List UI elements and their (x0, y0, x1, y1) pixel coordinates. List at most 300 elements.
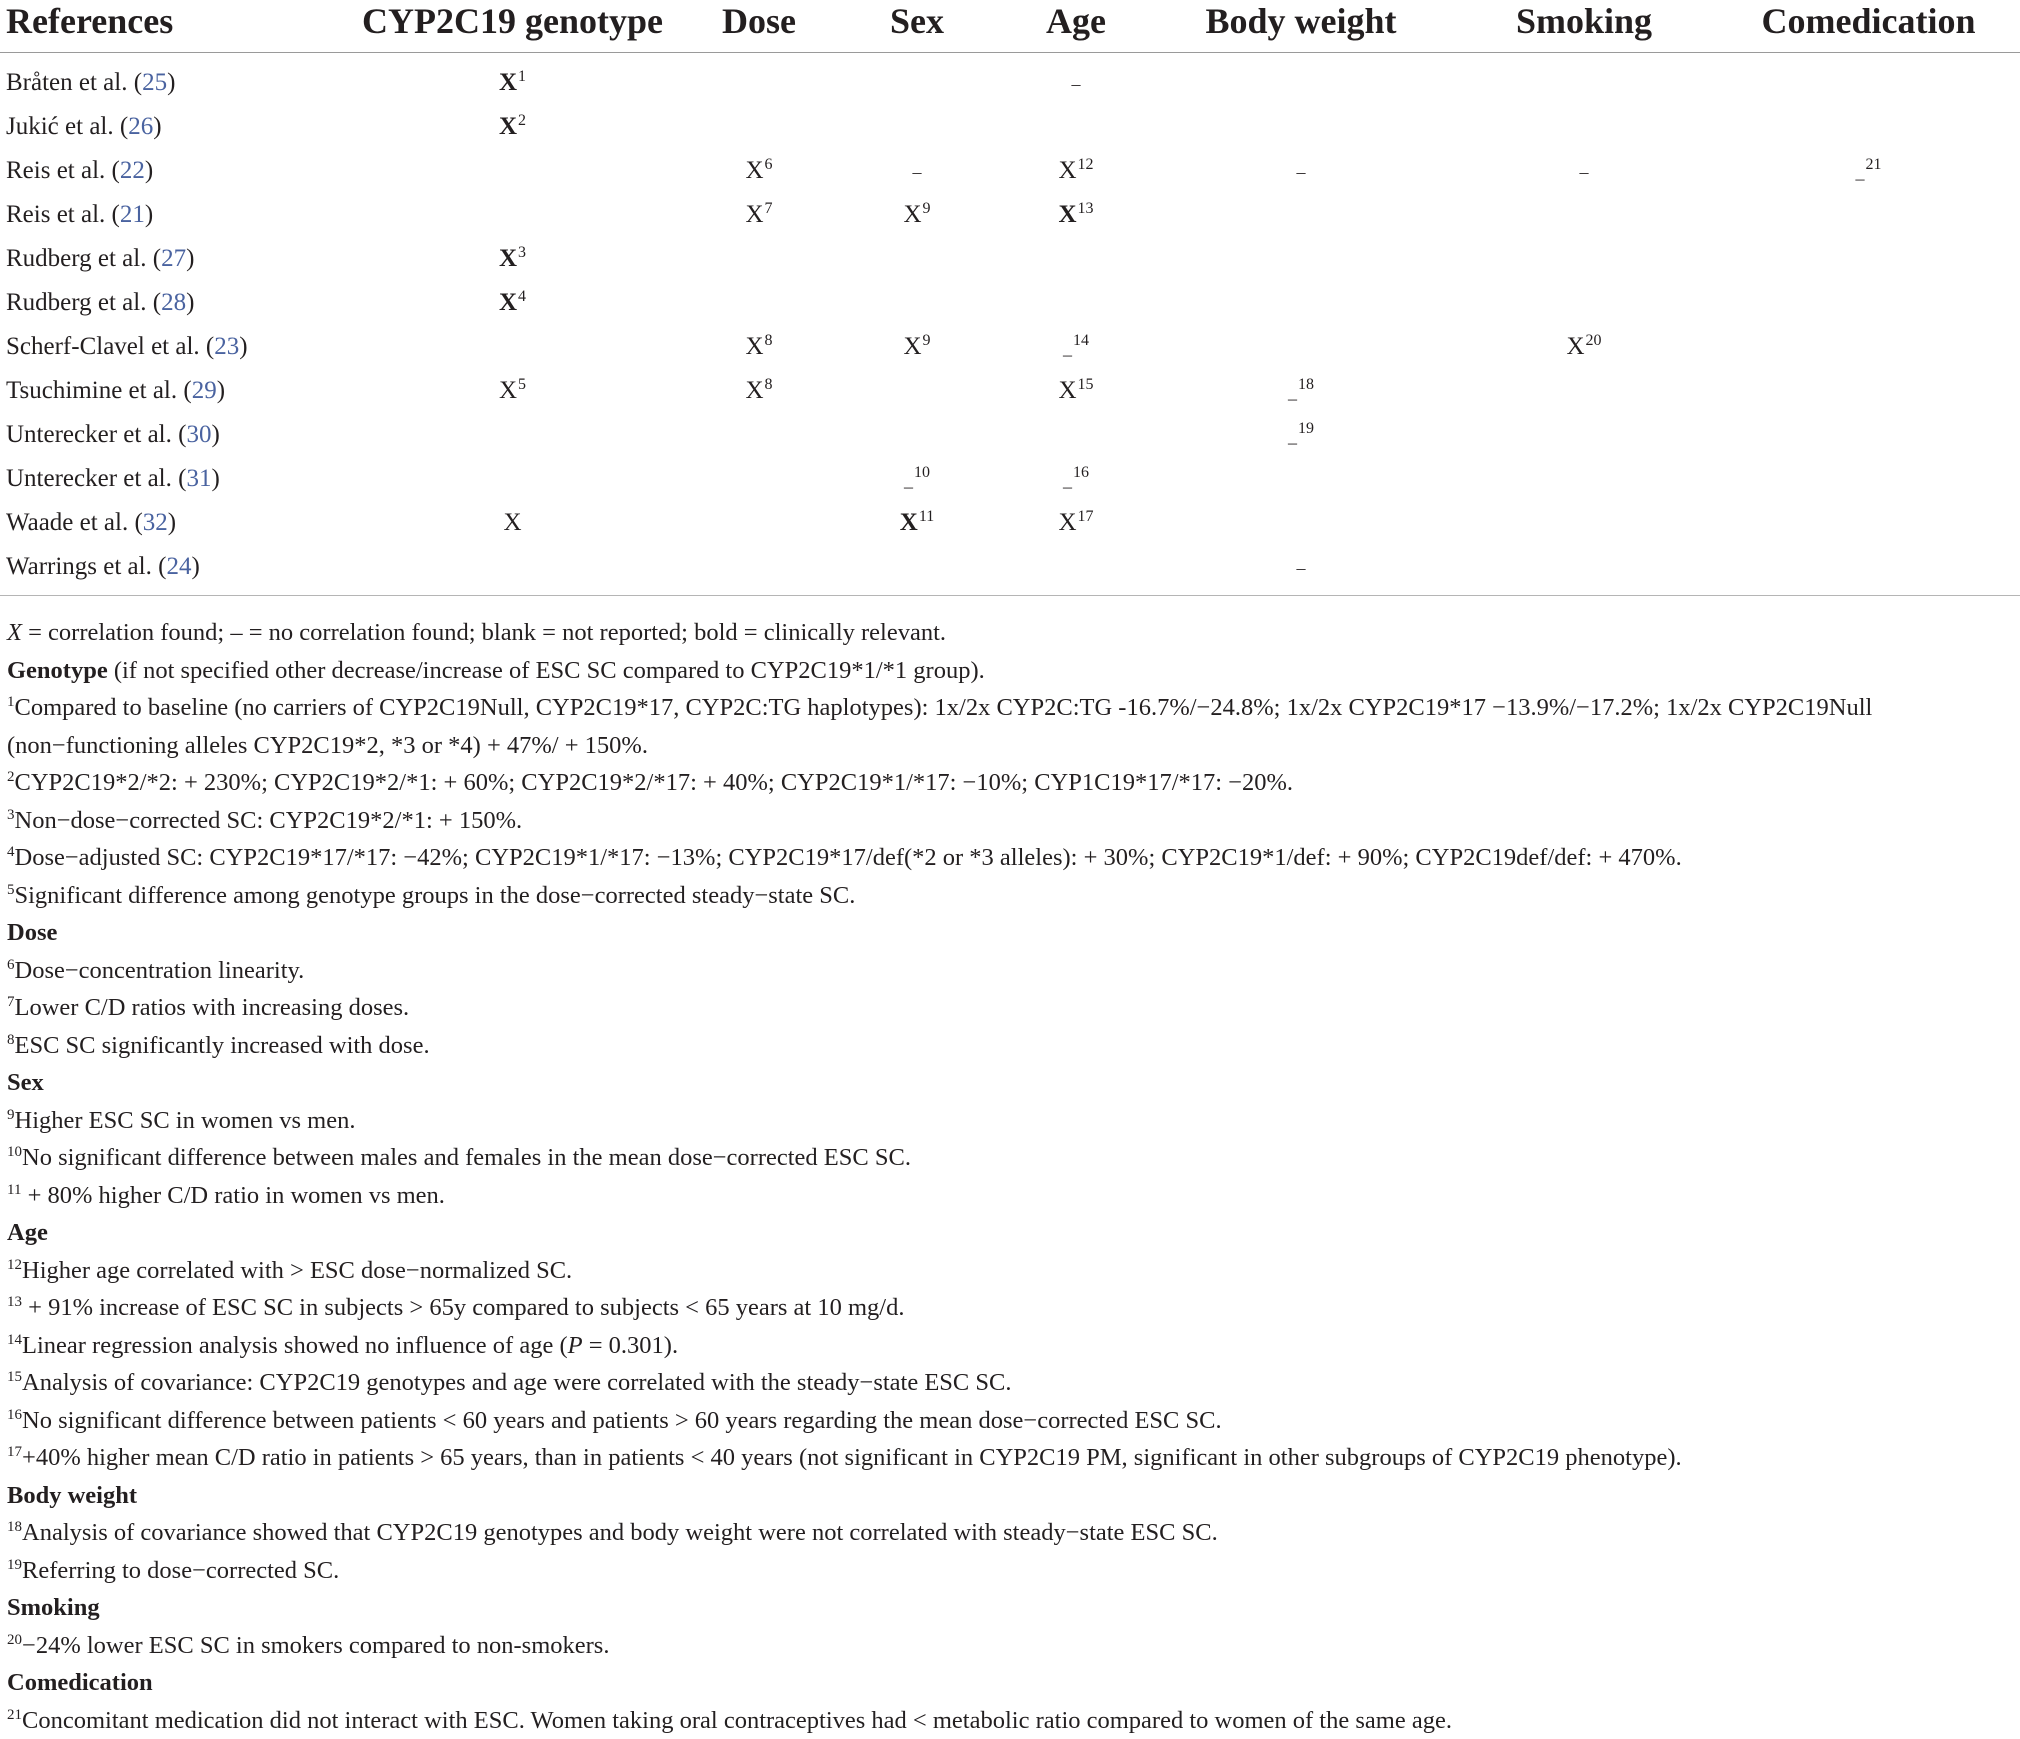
mark-symbol: – (1297, 558, 1306, 578)
footnote-number: 18 (7, 1519, 22, 1535)
table-cell (1001, 149, 1151, 193)
correlation-mark (903, 201, 930, 229)
footnote-text-end: = 0.301). (583, 1332, 678, 1359)
footnote (0, 1252, 2020, 1290)
reference-cell (0, 149, 340, 193)
reference-close: ) (145, 201, 153, 228)
footnote-text: Dose−concentration linearity. (15, 957, 305, 984)
citation-link[interactable]: 28 (161, 289, 186, 316)
reference-author: Reis et al. ( (6, 157, 120, 184)
footnote-text: + 80% higher C/D ratio in women vs men. (21, 1182, 444, 1209)
table-cell (1451, 369, 1717, 413)
footnote-text: Compared to baseline (no carriers of CYP2C19Null, CYP2C19*17, CYP2C:TG haplotypes): 1x/2x CYP2C:TG -16.7%/−24.8%; 1x/2x CYP2C19*17 −13.9%/−17.2%; 1x/2x CYP2C19Null (non−functioning alleles CYP2C19*2, *3 or *4) + 47%/ + 150%. (7, 694, 1872, 759)
table-cell (1001, 413, 1151, 457)
table-cell (1151, 193, 1451, 237)
mark-symbol: – (1072, 74, 1081, 94)
correlation-mark (745, 201, 772, 229)
table-cell (685, 281, 833, 325)
footnote (0, 1702, 2020, 1739)
footnote-section-heading: Sex (0, 1064, 2020, 1102)
correlation-mark (745, 333, 772, 361)
footnote-text: Concomitant medication did not interact with ESC. Women taking oral contraceptives had < metabolic ratio compared to women of the same age. (22, 1707, 1452, 1734)
table-cell (1001, 281, 1151, 325)
reference-cell (0, 457, 340, 501)
mark-symbol: X (1566, 333, 1584, 360)
reference-close: ) (186, 289, 194, 316)
footnote-ref: 19 (1298, 420, 1314, 437)
footnote (0, 877, 2020, 915)
footnote-ref: 20 (1586, 332, 1602, 349)
footnote-italic: P (568, 1332, 583, 1359)
legend-note (0, 614, 2020, 652)
footnote-ref: 18 (1298, 376, 1314, 393)
reference-author: Rudberg et al. ( (6, 245, 161, 272)
legend-x: X (7, 619, 22, 646)
table-cell (685, 105, 833, 149)
table-cell (1151, 237, 1451, 281)
footnote (0, 1439, 2020, 1477)
no-correlation-mark (1580, 162, 1589, 183)
citation-link[interactable]: 27 (161, 245, 186, 272)
correlation-mark (1058, 201, 1093, 229)
table-cell (685, 457, 833, 501)
footnote (0, 1552, 2020, 1590)
footnote (0, 1364, 2020, 1402)
footnote (0, 1102, 2020, 1140)
table-row (0, 325, 2020, 369)
table-cell (685, 413, 833, 457)
footnote-ref: 11 (919, 508, 934, 525)
footnote-number: 15 (7, 1369, 22, 1385)
reference-close: ) (211, 465, 219, 492)
correlation-mark (499, 113, 526, 141)
mark-symbol: X (1058, 377, 1076, 404)
no-correlation-mark (1072, 74, 1081, 95)
footnote (0, 1139, 2020, 1177)
footnote-number: 3 (7, 807, 15, 823)
footnote-number: 6 (7, 957, 15, 973)
correlation-mark (900, 509, 934, 537)
table-cell (1717, 325, 2020, 369)
footnote (0, 764, 2020, 802)
footnote-text: Dose−adjusted SC: CYP2C19*17/*17: −42%; CYP2C19*1/*17: −13%; CYP2C19*17/def(*2 or *3 alleles): + 30%; CYP2C19*1/def: + 90%; CYP2C19def/def: + 470%. (15, 844, 1682, 871)
footnote-ref: 10 (914, 464, 930, 481)
reference-cell (0, 325, 340, 369)
footnote-number: 20 (7, 1632, 22, 1648)
table-cell (1151, 325, 1451, 369)
table-cell (685, 501, 833, 545)
citation-link[interactable]: 21 (120, 201, 145, 228)
footnote-ref: 8 (765, 332, 773, 349)
reference-close: ) (217, 377, 225, 404)
table-cell (833, 369, 1001, 413)
table-cell (1717, 457, 2020, 501)
table-row (0, 53, 2020, 106)
footnote-number: 9 (7, 1107, 15, 1123)
table-cell (1451, 53, 1717, 106)
table-cell (1451, 193, 1717, 237)
mark-symbol: X (499, 245, 517, 272)
table-row (0, 413, 2020, 457)
header-genotype: CYP2C19 genotype (340, 0, 685, 53)
table-cell (1001, 545, 1151, 596)
no-correlation-mark (913, 162, 922, 183)
footnote-sections (0, 689, 2020, 1739)
reference-close: ) (168, 509, 176, 536)
footnote-text: Non−dose−corrected SC: CYP2C19*2/*1: + 150%. (15, 807, 523, 834)
table-cell (685, 53, 833, 106)
correlation-mark (499, 69, 526, 97)
table-cell (1151, 149, 1451, 193)
footnote-number: 13 (7, 1294, 22, 1310)
header-dose: Dose (685, 0, 833, 53)
table-cell (1151, 501, 1451, 545)
table-cell (1451, 545, 1717, 596)
footnote (0, 689, 2020, 764)
table-cell (1001, 105, 1151, 149)
table-cell (1001, 457, 1151, 501)
footnote-text: Referring to dose−corrected SC. (22, 1557, 339, 1584)
footnote-number: 21 (7, 1707, 22, 1723)
mark-symbol: _ (1288, 382, 1297, 402)
reference-author: Reis et al. ( (6, 201, 120, 228)
table-row (0, 545, 2020, 596)
footnote-number: 2 (7, 769, 15, 785)
correlation-mark (745, 157, 772, 185)
footnote-ref: 16 (1073, 464, 1089, 481)
reference-author: Tsuchimine et al. ( (6, 377, 192, 404)
header-references: References (0, 0, 340, 53)
table-cell (833, 457, 1001, 501)
reference-cell (0, 369, 340, 413)
table-cell (833, 545, 1001, 596)
mark-symbol: _ (1288, 426, 1297, 446)
reference-author: Waade et al. ( (6, 509, 143, 536)
legend-text: = correlation found; – = no correlation found; blank = not reported; bold = clinically relevant. (22, 619, 946, 646)
mark-symbol: _ (1063, 470, 1072, 490)
reference-cell (0, 545, 340, 596)
footnote-section-heading: Comedication (0, 1664, 2020, 1702)
mark-symbol: X (1058, 509, 1076, 536)
table-cell (1001, 237, 1151, 281)
footnote-text: Linear regression analysis showed no influence of age ( (22, 1332, 568, 1359)
table-cell (340, 105, 685, 149)
footnote-section-heading: Dose (0, 914, 2020, 952)
correlation-mark (503, 509, 521, 537)
table-cell (833, 413, 1001, 457)
mark-symbol: X (745, 377, 763, 404)
table-cell (1001, 193, 1151, 237)
correlation-mark (903, 333, 930, 361)
table-cell (340, 545, 685, 596)
footnote-number: 10 (7, 1144, 22, 1160)
mark-symbol: X (745, 201, 763, 228)
correlation-mark (499, 377, 526, 405)
no-correlation-mark (1063, 338, 1089, 359)
citation-link[interactable]: 22 (120, 157, 145, 184)
correlation-mark (1058, 509, 1093, 537)
footnote-text: Analysis of covariance showed that CYP2C19 genotypes and body weight were not correlated with steady−state ESC SC. (22, 1519, 1218, 1546)
table-cell (1451, 325, 1717, 369)
footnote-number: 14 (7, 1332, 22, 1348)
table-cell (1717, 413, 2020, 457)
genotype-note (0, 652, 2020, 690)
reference-cell (0, 193, 340, 237)
reference-author: Warrings et al. ( (6, 553, 166, 580)
table-cell (685, 369, 833, 413)
footnote-text: CYP2C19*2/*2: + 230%; CYP2C19*2/*1: + 60%; CYP2C19*2/*17: + 40%; CYP2C19*1/*17: −10%; CYP1C19*17/*17: −20%. (15, 769, 1294, 796)
reference-author: Unterecker et al. ( (6, 421, 186, 448)
table-row (0, 237, 2020, 281)
table-cell (1451, 149, 1717, 193)
table-cell (833, 53, 1001, 106)
footnote (0, 1327, 2020, 1365)
footnote-ref: 5 (518, 376, 526, 393)
table-cell (340, 457, 685, 501)
table-cell (1151, 545, 1451, 596)
footnote-ref: 14 (1073, 332, 1089, 349)
table-cell (340, 413, 685, 457)
correlation-mark (499, 245, 526, 273)
table-row (0, 193, 2020, 237)
reference-author: Jukić et al. ( (6, 113, 128, 140)
footnote (0, 952, 2020, 990)
reference-close: ) (211, 421, 219, 448)
footnote-number: 16 (7, 1407, 22, 1423)
table-cell (1717, 501, 2020, 545)
footnote (0, 1289, 2020, 1327)
table-cell (340, 369, 685, 413)
footnote-number: 19 (7, 1557, 22, 1573)
table-cell (1151, 457, 1451, 501)
footnote-text: No significant difference between patients < 60 years and patients > 60 years regarding the mean dose−corrected ESC SC. (22, 1407, 1222, 1434)
reference-author: Bråten et al. ( (6, 69, 142, 96)
footnote-ref: 6 (765, 156, 773, 173)
footnote-section-heading: Smoking (0, 1589, 2020, 1627)
table-cell (340, 281, 685, 325)
mark-symbol: X (1058, 201, 1076, 228)
mark-symbol: X (499, 69, 517, 96)
table-cell (1001, 53, 1151, 106)
table-cell (1151, 281, 1451, 325)
citation-link[interactable]: 32 (143, 509, 168, 536)
table-cell (1717, 105, 2020, 149)
no-correlation-mark (1297, 162, 1306, 183)
footnote-ref: 4 (518, 288, 526, 305)
footnote-number: 8 (7, 1032, 15, 1048)
footnote-number: 7 (7, 994, 15, 1010)
no-correlation-mark (1288, 426, 1314, 447)
table-cell (340, 53, 685, 106)
header-sex: Sex (833, 0, 1001, 53)
table-cell (833, 149, 1001, 193)
mark-symbol: X (745, 333, 763, 360)
reference-close: ) (191, 553, 199, 580)
no-correlation-mark (1063, 470, 1089, 491)
reference-author: Scherf-Clavel et al. ( (6, 333, 214, 360)
header-row (0, 0, 2020, 53)
correlation-mark (499, 289, 526, 317)
table-row (0, 457, 2020, 501)
citation-link[interactable]: 23 (214, 333, 239, 360)
table-cell (685, 545, 833, 596)
table-cell (685, 149, 833, 193)
table-cell (1001, 369, 1151, 413)
footnote-text: ESC SC significantly increased with dose. (15, 1032, 430, 1059)
mark-symbol: – (913, 162, 922, 182)
table-cell (340, 193, 685, 237)
citation-link[interactable]: 31 (186, 465, 211, 492)
table-cell (1151, 105, 1451, 149)
footnote-ref: 21 (1866, 156, 1882, 173)
genotype-heading: Genotype (7, 657, 108, 684)
header-smoking: Smoking (1451, 0, 1717, 53)
table-cell (1451, 237, 1717, 281)
footnote-number: 12 (7, 1257, 22, 1273)
footnote-text: +40% higher mean C/D ratio in patients > 65 years, than in patients < 40 years (not significant in CYP2C19 PM, significant in other subgroups of CYP2C19 phenotype). (22, 1444, 1682, 1471)
footnote-text: Higher age correlated with > ESC dose−normalized SC. (22, 1257, 572, 1284)
table-cell (833, 193, 1001, 237)
no-correlation-mark (1856, 162, 1882, 183)
footnote-ref: 7 (765, 200, 773, 217)
no-correlation-mark (1288, 382, 1314, 403)
table-cell (1717, 193, 2020, 237)
table-cell (1717, 545, 2020, 596)
footnote-ref: 9 (923, 200, 931, 217)
footnote-section-heading: Age (0, 1214, 2020, 1252)
table-cell (340, 237, 685, 281)
table-cell (1451, 501, 1717, 545)
mark-symbol: X (1058, 157, 1076, 184)
footnote-ref: 3 (518, 244, 526, 261)
footnote-ref: 13 (1078, 200, 1094, 217)
citation-link[interactable]: 25 (142, 69, 167, 96)
reference-cell (0, 281, 340, 325)
header-body-weight: Body weight (1151, 0, 1451, 53)
footnote-ref: 1 (518, 68, 526, 85)
reference-close: ) (167, 69, 175, 96)
table-cell (833, 325, 1001, 369)
table-cell (340, 501, 685, 545)
reference-close: ) (239, 333, 247, 360)
citation-link[interactable]: 29 (192, 377, 217, 404)
table-cell (1451, 281, 1717, 325)
mark-symbol: – (1580, 162, 1589, 182)
footnote-ref: 17 (1078, 508, 1094, 525)
table-cell (1717, 281, 2020, 325)
table-cell (1717, 149, 2020, 193)
mark-symbol: X (745, 157, 763, 184)
mark-symbol: X (900, 509, 918, 536)
mark-symbol: X (499, 113, 517, 140)
header-age: Age (1001, 0, 1151, 53)
table-cell (1451, 413, 1717, 457)
reference-close: ) (186, 245, 194, 272)
table-cell (1151, 369, 1451, 413)
reference-cell (0, 105, 340, 149)
table-cell (1717, 53, 2020, 106)
table-cell (685, 325, 833, 369)
table-cell (1717, 369, 2020, 413)
header-comedication: Comedication (1717, 0, 2020, 53)
mark-symbol: X (903, 201, 921, 228)
footnote-text: Higher ESC SC in women vs men. (15, 1107, 356, 1134)
citation-link[interactable]: 26 (128, 113, 153, 140)
footnote-ref: 9 (923, 332, 931, 349)
mark-symbol: X (499, 377, 517, 404)
reference-close: ) (145, 157, 153, 184)
genotype-heading-text: (if not specified other decrease/increase of ESC SC compared to CYP2C19*1/*1 group). (108, 657, 985, 684)
footnote (0, 989, 2020, 1027)
mark-symbol: X (503, 509, 521, 536)
table-cell (340, 149, 685, 193)
footnote (0, 1177, 2020, 1215)
footnote-number: 17 (7, 1444, 22, 1460)
no-correlation-mark (904, 470, 930, 491)
table-row (0, 369, 2020, 413)
table-cell (1001, 325, 1151, 369)
reference-close: ) (153, 113, 161, 140)
footnote (0, 839, 2020, 877)
table-cell (833, 501, 1001, 545)
footnote-ref: 2 (518, 112, 526, 129)
table-row (0, 105, 2020, 149)
footnote-text: Lower C/D ratios with increasing doses. (15, 994, 410, 1021)
reference-author: Rudberg et al. ( (6, 289, 161, 316)
table-cell (1717, 237, 2020, 281)
mark-symbol: _ (1856, 162, 1865, 182)
reference-cell (0, 413, 340, 457)
footnote-text: + 91% increase of ESC SC in subjects > 65y compared to subjects < 65 years at 10 mg/d. (22, 1294, 904, 1321)
footnote-ref: 8 (765, 376, 773, 393)
footnote-ref: 15 (1078, 376, 1094, 393)
citation-link[interactable]: 24 (166, 553, 191, 580)
footnote-section-heading: Body weight (0, 1477, 2020, 1515)
footnote-text: No significant difference between males and females in the mean dose−corrected ESC SC. (22, 1144, 911, 1171)
table-row (0, 501, 2020, 545)
footnote (0, 1627, 2020, 1665)
table-cell (685, 237, 833, 281)
footnote-number: 4 (7, 844, 15, 860)
mark-symbol: _ (904, 470, 913, 490)
table-footnotes (0, 614, 2020, 1739)
citation-link[interactable]: 30 (186, 421, 211, 448)
results-table (0, 0, 2020, 596)
mark-symbol: X (903, 333, 921, 360)
footnote-number: 5 (7, 882, 15, 898)
correlation-mark (745, 377, 772, 405)
table-cell (340, 325, 685, 369)
table-cell (1001, 501, 1151, 545)
table-row (0, 281, 2020, 325)
footnote-text: −24% lower ESC SC in smokers compared to non-smokers. (22, 1632, 609, 1659)
table-cell (833, 237, 1001, 281)
reference-cell (0, 237, 340, 281)
table-cell (833, 281, 1001, 325)
reference-cell (0, 501, 340, 545)
footnote (0, 802, 2020, 840)
footnote-text: Analysis of covariance: CYP2C19 genotypes and age were correlated with the steady−state ESC SC. (22, 1369, 1012, 1396)
table-cell (1151, 53, 1451, 106)
footnote (0, 1514, 2020, 1552)
footnote-text: Significant difference among genotype groups in the dose−corrected steady−state SC. (15, 882, 856, 909)
mark-symbol: – (1297, 162, 1306, 182)
table-cell (1451, 457, 1717, 501)
footnote (0, 1402, 2020, 1440)
footnote-ref: 12 (1078, 156, 1094, 173)
table-row (0, 149, 2020, 193)
correlation-mark (1058, 157, 1093, 185)
